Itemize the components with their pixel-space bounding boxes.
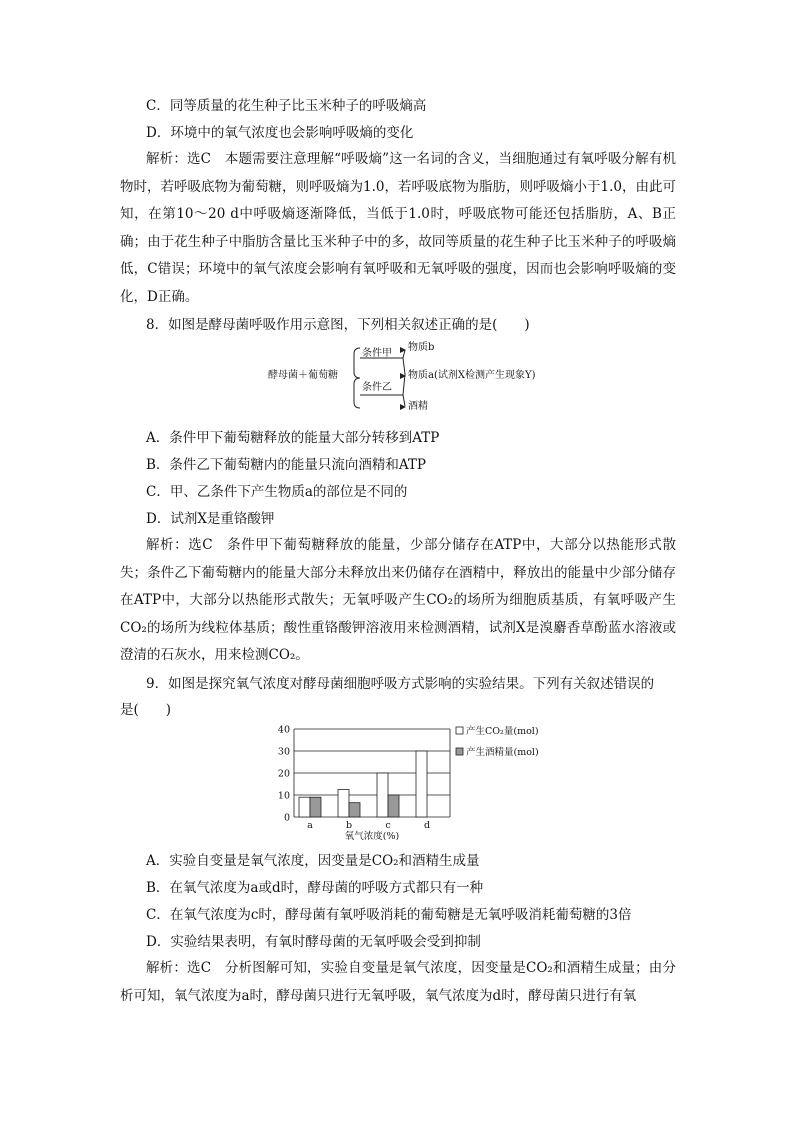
q9-option-b: B．在氧气浓度为a或d时，酵母菌的呼吸方式都只有一种 <box>146 880 484 896</box>
x-tick-label: b <box>345 820 353 831</box>
q9-option-c: C．在氧气浓度为c时，酵母菌有氧呼吸消耗的葡萄糖是无氧呼吸消耗葡萄糖的3倍 <box>146 907 632 923</box>
x-tick-label: a <box>307 820 313 831</box>
q8-option-d: D．试剂X是重铬酸钾 <box>146 511 275 527</box>
bar-alcohol <box>349 803 360 817</box>
legend-swatch-co2 <box>456 727 463 734</box>
diagram-product-alcohol: 酒精 <box>408 401 428 412</box>
bar-alcohol <box>388 795 399 817</box>
y-tick-label: 40 <box>277 724 290 736</box>
y-tick-label: 10 <box>277 790 290 802</box>
q8-analysis: 解析：选C 条件甲下葡萄糖释放的能量，少部分储存在ATP中，大部分以热能形式散失；条件乙下葡萄糖内的能量大部分未释放出来仍储存在酒精中，释放出的能量中少部分储存在ATP中，大部分以热能形式散失；无氧呼吸产生CO₂的场所为细胞质基质，有氧呼吸产生CO₂的场所为线粒体基质；酸性重铬酸钾溶液用来检测酒精，试剂X是溴麝香草酚蓝水溶液或澄清的石灰水，用来检测CO₂。 <box>120 537 676 664</box>
q9-stem-line1: 9．如图是探究氧气浓度对酵母菌细胞呼吸方式影响的实验结果。下列有关叙述错误的 <box>146 676 655 692</box>
diagram-condition-b: 条件乙 <box>362 382 392 393</box>
legend-label-co2: 产生CO₂量(mol) <box>466 726 539 737</box>
diagram-brace-lower <box>354 378 360 408</box>
legend-swatch-alcohol <box>456 748 463 755</box>
diagram-source: 酵母菌＋葡萄糖 <box>268 370 338 381</box>
q9-analysis: 解析：选C 分析图解可知，实验自变量是氧气浓度，因变量是CO₂和酒精生成量；由分析可知，氧气浓度为a时，酵母菌只进行无氧呼吸，氧气浓度为d时，酵母菌只进行有氧 <box>120 960 676 1004</box>
y-tick-label: 20 <box>277 768 290 780</box>
x-tick-label: c <box>385 820 391 831</box>
x-axis-label: 氧气浓度(%) <box>344 831 400 840</box>
diagram-branches <box>403 350 405 406</box>
arrowhead-b <box>400 347 406 353</box>
y-tick-label: 0 <box>283 812 290 824</box>
q9-option-d: D．实验结果表明，有氧时酵母菌的无氧呼吸会受到抑制 <box>146 934 481 950</box>
q7-analysis: 解析：选C 本题需要注意理解“呼吸熵”这一名词的含义，当细胞通过有氧呼吸分解有机物时，若呼吸底物为葡萄糖，则呼吸熵为1.0，若呼吸底物为脂肪，则呼吸熵小于1.0，由此可知，在第10～20 d中呼吸熵逐渐降低，当低于1.0时，呼吸底物可能还包括脂肪，A、B正确；由于花生种子中脂肪含量比玉米种子中的多，故同等质量的花生种子比玉米种子的呼吸熵低，C错误；环境中的氧气浓度会影响有氧呼吸和无氧呼吸的强度，因而也会影响呼吸熵的变化，D正确。 <box>120 151 676 305</box>
bar-co2 <box>299 797 310 817</box>
bar-co2 <box>338 790 349 818</box>
bar-co2 <box>416 751 427 817</box>
q9-stem-line2: 是( ) <box>120 702 172 718</box>
bar-co2 <box>377 773 388 817</box>
diagram-brace-upper <box>354 348 360 378</box>
legend-label-alcohol: 产生酒精量(mol) <box>466 747 539 758</box>
diagram-product-b: 物质b <box>408 342 435 353</box>
q8-stem: 8．如图是酵母菌呼吸作用示意图，下列相关叙述正确的是( ) <box>146 317 530 333</box>
y-tick-label: 30 <box>277 746 290 758</box>
x-tick-label: d <box>423 820 431 831</box>
bar-alcohol <box>310 797 321 817</box>
diagram-product-a: 物质a(试剂X检测产生现象Y) <box>408 370 536 381</box>
q7-option-c: C．同等质量的花生种子比玉米种子的呼吸熵高 <box>146 98 427 114</box>
q8-option-c: C．甲、乙条件下产生物质a的部位是不同的 <box>146 484 408 500</box>
q8-option-a: A．条件甲下葡萄糖释放的能量大部分转移到ATP <box>146 430 440 446</box>
diagram-condition-a: 条件甲 <box>362 348 392 359</box>
q8-option-b: B．条件乙下葡萄糖内的能量只流向酒精和ATP <box>146 457 427 473</box>
q7-option-d: D．环境中的氧气浓度也会影响呼吸熵的变化 <box>146 125 414 141</box>
q9-option-a: A．实验自变量是氧气浓度，因变量是CO₂和酒精生成量 <box>146 853 480 869</box>
q9-bar-chart <box>268 722 558 840</box>
